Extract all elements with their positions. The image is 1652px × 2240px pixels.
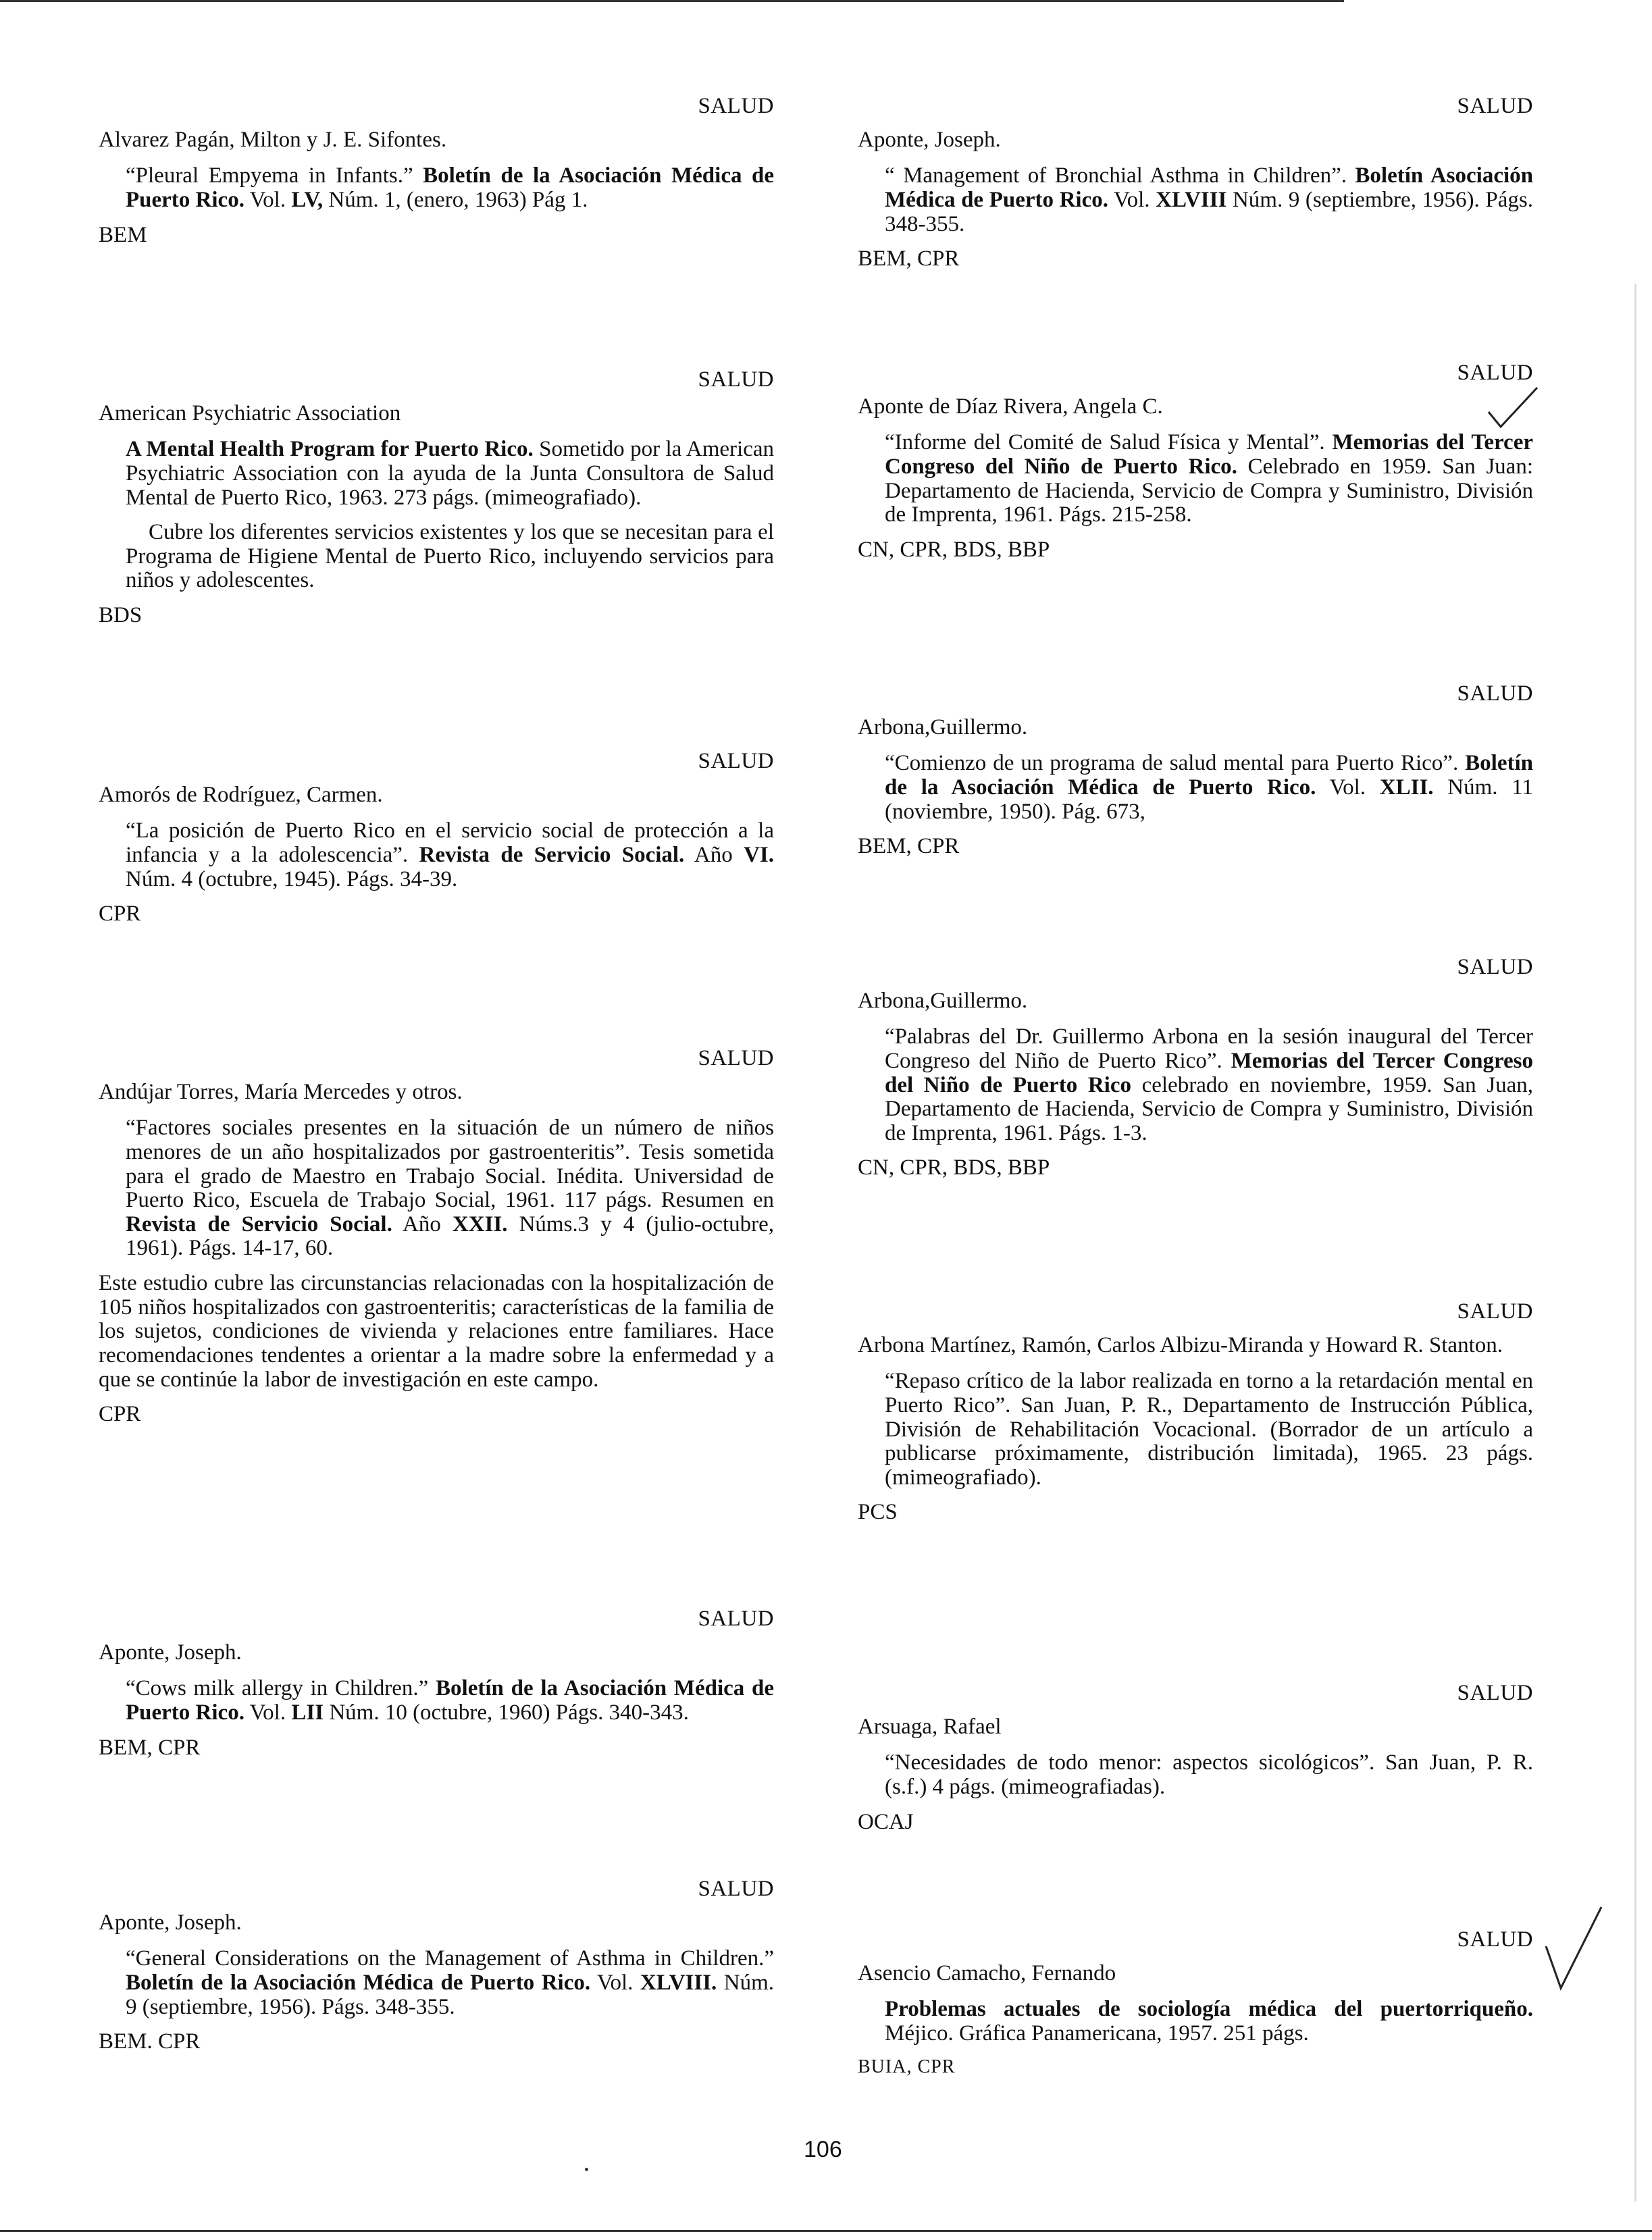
entry-body [858, 752, 1533, 824]
citation-text: Núm. 10 (octubre, 1960) Págs. 340-343. [324, 1700, 689, 1725]
bold-title-text: XLVIII [1156, 187, 1227, 212]
entry-body [858, 164, 1533, 236]
subject-tag: SALUD [1457, 1299, 1533, 1324]
subject-tag: SALUD [698, 1877, 774, 1901]
entry-paragraph [885, 752, 1533, 824]
citation-text: “Factores sociales presentes en la situación de un número de niños menores de un año hospitalizados por gastroenteritis”. Tesis sometida para el grado de Maestro en Trabajo Social. Inédita. Universidad de Puerto Rico, Escuela de Trabajo Social, 1961. 117 págs. Resumen en [126, 1116, 774, 1213]
library-code: BEM, CPR [858, 246, 960, 271]
bold-title-text: Revista de Servicio Social. [419, 842, 685, 867]
entry-paragraph [885, 164, 1533, 236]
bold-title-text: LII [291, 1700, 324, 1725]
entry-left-2 [99, 750, 774, 927]
citation-text: Vol. [1108, 187, 1156, 212]
bold-title-text: Problemas actuales de sociología médica del puertorriqueño. [885, 1997, 1533, 2022]
entry-paragraph [126, 438, 774, 510]
entry-author: Andújar Torres, María Mercedes y otros. [99, 1079, 463, 1104]
entry-paragraph [126, 1677, 774, 1725]
subject-tag: SALUD [1457, 1681, 1533, 1705]
citation-text: Año [684, 842, 744, 867]
entry-author: Arbona,Guillermo. [858, 988, 1028, 1013]
entry-right-1 [858, 361, 1533, 562]
citation-text: celebrado en noviembre, 1959. San Juan, Departamento de Hacienda, Servicio de Compra y Suministro, División de Imprenta, 1961. Págs. 1-3. [885, 1072, 1533, 1145]
bold-title-text: Boletín de la Asociación Médica de Puerto Rico. [126, 1676, 774, 1725]
entry-left-3 [99, 1047, 774, 1427]
subject-tag: SALUD [698, 94, 774, 118]
entry-paragraph [126, 521, 774, 593]
entry-author: Aponte de Díaz Rivera, Angela C. [858, 394, 1163, 419]
entry-author: American Psychiatric Association [99, 400, 401, 425]
entry-paragraph [885, 1751, 1533, 1799]
entry-paragraph [126, 1116, 774, 1261]
bottom-border [0, 2230, 1652, 2232]
bold-title-text: Boletín de la Asociación Médica de Puerto Rico. [126, 163, 774, 212]
citation-text: Núm. 9 (septiembre, 1956). Págs. 348-355. [126, 1970, 775, 2019]
bold-title-text: Memorias del Tercer Congreso del Niño de Puerto Rico [885, 1048, 1533, 1097]
library-code: CN, CPR, BDS, BBP [858, 537, 1050, 562]
entry-left-1 [99, 368, 774, 628]
entry-author: Arsuaga, Rafael [858, 1714, 1002, 1739]
subject-tag: SALUD [698, 367, 774, 392]
entry-author: Aponte, Joseph. [858, 127, 1001, 152]
entry-body [858, 431, 1533, 527]
library-code: CPR [99, 1402, 141, 1427]
subject-tag: SALUD [1457, 681, 1533, 706]
citation-text: “ Management of Bronchial Asthma in Children”. [885, 163, 1356, 188]
citation-text: Vol. [590, 1970, 640, 1995]
entry-right-6 [858, 1928, 1533, 2077]
entry-author: Arbona Martínez, Ramón, Carlos Albizu-Miranda y Howard R. Stanton. [858, 1332, 1503, 1357]
right-margin-line [1634, 284, 1636, 2202]
library-code: BEM [99, 222, 147, 247]
library-code: PCS [858, 1500, 898, 1525]
citation-text: Vol. [244, 187, 292, 212]
entry-paragraph [99, 1272, 774, 1392]
library-code: BDS [99, 603, 143, 627]
bold-title-text: XLII. [1379, 775, 1434, 800]
handwritten-check-icon [1543, 1904, 1604, 1992]
subject-tag: SALUD [1457, 361, 1533, 385]
entry-paragraph [885, 1025, 1533, 1145]
library-code: BEM. CPR [99, 2029, 201, 2054]
subject-tag: SALUD [1457, 94, 1533, 118]
citation-text: “La posición de Puerto Rico en el servicio social de protección a la infancia y a la adolescencia”. [126, 818, 774, 867]
entry-paragraph [126, 164, 774, 212]
subject-tag: SALUD [1457, 955, 1533, 979]
entry-left-4 [99, 1607, 774, 1760]
citation-text: Méjico. Gráfica Panamericana, 1957. 251 págs. [885, 2021, 1309, 2046]
citation-text: Cubre los diferentes servicios existentes y los que se necesitan para el Programa de Higiene Mental de Puerto Rico, incluyendo servicios para niños y adolescentes. [126, 520, 774, 593]
entry-body [858, 1370, 1533, 1490]
bold-title-text: Boletín de la Asociación Médica de Puerto Rico. [126, 1970, 591, 1995]
entry-author: Amorós de Rodríguez, Carmen. [99, 782, 383, 807]
entry-right-3 [858, 956, 1533, 1180]
bold-title-text: Boletín Asociación Médica de Puerto Rico. [885, 163, 1533, 212]
citation-text: Sometido por la American Psychiatric Association con la ayuda de la Junta Consultora de Salud Mental de Puerto Rico, 1963. 273 págs. (mimeografiado). [126, 437, 774, 510]
entry-paragraph [885, 431, 1533, 527]
entry-paragraph [126, 1947, 774, 2019]
handwritten-check-icon [1486, 385, 1540, 432]
citation-text: “Palabras del Dr. Guillermo Arbona en la sesión inaugural del Tercer Congreso del Niño de Puerto Rico”. [885, 1024, 1533, 1073]
citation-text: Núms.3 y 4 (julio-octubre, 1961). Págs. 14-17, 60. [126, 1212, 774, 1261]
citation-text: Vol. [1316, 775, 1380, 800]
entry-body [858, 1998, 1533, 2046]
subject-tag: SALUD [698, 1607, 774, 1631]
entry-body [99, 1116, 774, 1392]
entry-right-0 [858, 95, 1533, 271]
bold-title-text: Revista de Servicio Social. [126, 1212, 392, 1236]
bold-title-text: Boletín de la Asociación Médica de Puerto Rico. [885, 751, 1533, 800]
citation-text: Núm. 9 (septiembre, 1956). Págs. 348-355. [885, 187, 1534, 236]
citation-text: Núm. 11 (noviembre, 1950). Pág. 673, [885, 775, 1533, 824]
subject-tag: SALUD [698, 749, 774, 773]
entry-author: Aponte, Joseph. [99, 1910, 242, 1935]
bold-title-text: XXII. [452, 1212, 508, 1236]
bold-title-text: A Mental Health Program for Puerto Rico. [126, 437, 534, 462]
entry-paragraph [885, 1370, 1533, 1490]
entry-body [99, 819, 774, 891]
page-number: 106 [804, 2137, 842, 2162]
citation-text: Celebrado en 1959. San Juan: Departamento de Hacienda, Servicio de Compra y Suministro, División de Imprenta, 1961. Págs. 215-258. [885, 454, 1534, 527]
subject-tag: SALUD [1457, 1927, 1533, 1952]
bold-title-text: Memorias del Tercer Congreso del Niño de Puerto Rico. [885, 430, 1533, 479]
citation-text: “Comienzo de un programa de salud mental para Puerto Rico”. [885, 751, 1466, 776]
citation-text: Núm. 4 (octubre, 1945). Págs. 34-39. [126, 866, 458, 891]
citation-text: “Necesidades de todo menor: aspectos sicológicos”. San Juan, P. R. (s.f.) 4 págs. (mimeografiadas). [885, 1750, 1533, 1799]
library-code: BEM, CPR [858, 834, 960, 859]
entry-left-0 [99, 95, 774, 247]
citation-text: Este estudio cubre las circunstancias relacionadas con la hospitalización de 105 niños hospitalizados con gastroenteritis; características de la familia de los sujetos, condiciones de vivienda y relaciones entre familiares. Hace recomendaciones tendentes a orientar a la madre sobre la enfermedad y a que se continúe la labor de investigación en este campo. [99, 1271, 774, 1392]
entry-author: Aponte, Joseph. [99, 1640, 242, 1665]
library-code: CPR [99, 902, 141, 927]
entry-body [858, 1751, 1533, 1799]
bold-title-text: LV, [291, 187, 324, 212]
bold-title-text: VI. [744, 842, 774, 867]
citation-text: Año [392, 1212, 453, 1236]
entry-body [99, 438, 774, 593]
citation-text: “Pleural Empyema in Infants.” [126, 163, 423, 188]
subject-tag: SALUD [698, 1046, 774, 1070]
entry-right-5 [858, 1682, 1533, 1834]
entry-author: Asencio Camacho, Fernando [858, 1960, 1116, 1985]
entry-body [99, 1947, 774, 2019]
entry-paragraph [126, 819, 774, 891]
entry-right-4 [858, 1300, 1533, 1525]
citation-text: Vol. [244, 1700, 292, 1725]
entry-left-5 [99, 1877, 774, 2054]
entry-right-2 [858, 682, 1533, 859]
citation-text: “Repaso crítico de la labor realizada en torno a la retardación mental en Puerto Rico”. San Juan, P. R., Departamento de Instrucción Pública, División de Rehabilitación Vocacional. (Borrador de un artículo a publicarse próximamente, distribución limitada), 1965. 23 págs. (mimeografiado). [885, 1369, 1533, 1490]
library-code: OCAJ [858, 1809, 914, 1834]
entry-body [858, 1025, 1533, 1145]
library-code: BUIA, CPR [858, 2056, 956, 2077]
citation-text: “Informe del Comité de Salud Física y Mental”. [885, 430, 1333, 455]
top-border [0, 0, 1344, 2]
entry-body [99, 164, 774, 212]
bold-title-text: XLVIII. [640, 1970, 717, 1995]
citation-text: Núm. 1, (enero, 1963) Pág 1. [323, 187, 588, 212]
entry-body [99, 1677, 774, 1725]
entry-author: Arbona,Guillermo. [858, 714, 1028, 739]
entry-author: Alvarez Pagán, Milton y J. E. Sifontes. [99, 127, 447, 152]
stray-mark [585, 2168, 588, 2171]
library-code: BEM, CPR [99, 1735, 201, 1760]
citation-text: “Cows milk allergy in Children.” [126, 1676, 436, 1701]
entry-paragraph [885, 1998, 1533, 2046]
citation-text: “General Considerations on the Management of Asthma in Children.” [126, 1946, 774, 1971]
library-code: CN, CPR, BDS, BBP [858, 1155, 1050, 1180]
